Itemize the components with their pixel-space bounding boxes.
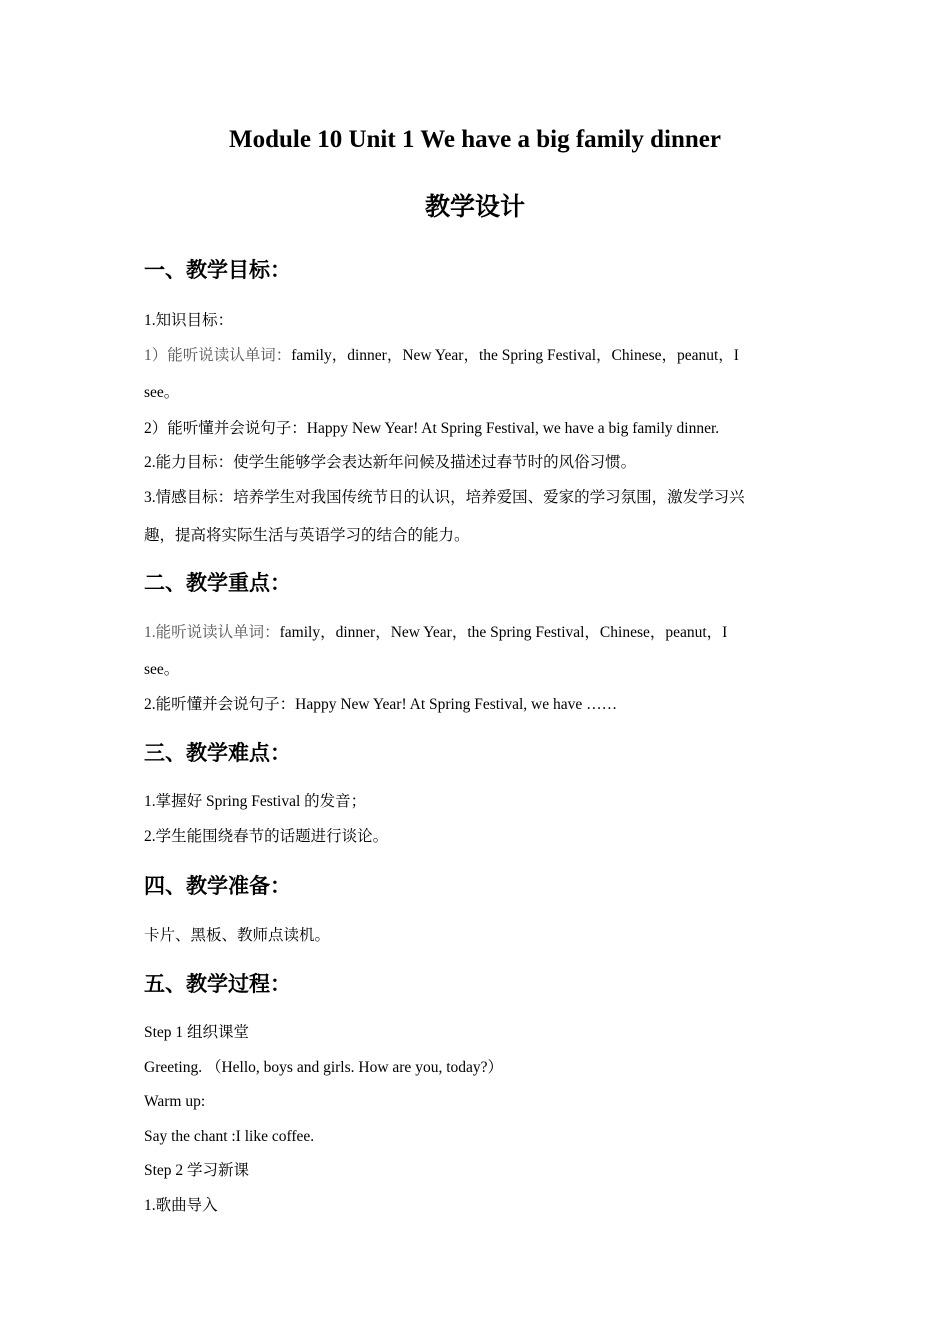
section-heading-preparation: 四、教学准备： [144, 874, 291, 898]
key-point-item-1 [144, 623, 799, 643]
knowledge-goal-item-1 [144, 346, 799, 366]
key-point-item-1-prefix: 1.能听说读认单词： [144, 624, 280, 641]
ability-goal: 2.能力目标：使学生能够学会表达新年问候及描述过春节时的风俗习惯。 [144, 454, 637, 471]
section-heading-goals: 一、教学目标： [144, 258, 291, 282]
knowledge-goal-item-1-continued: see。 [144, 384, 180, 401]
section-heading-difficulties: 三、教学难点： [144, 741, 291, 765]
process-warmup: Warm up: [144, 1093, 206, 1110]
section-heading-process: 五、教学过程： [144, 972, 291, 996]
knowledge-goal-label: 1.知识目标： [144, 312, 234, 329]
knowledge-goal-item-1-words: family，dinner，New Year，the Spring Festival，Chinese，peanut，I [291, 347, 739, 364]
knowledge-goal-item-2-prefix: 2）能听懂并会说句子： [144, 420, 307, 437]
knowledge-goal-item-2 [144, 419, 799, 439]
document-subtitle: 教学设计 [424, 194, 525, 221]
process-step-1: Step 1 组织课堂 [144, 1024, 250, 1041]
knowledge-goal-item-1-prefix: 1）能听说读认单词： [144, 347, 292, 364]
key-point-item-1-words: family，dinner，New Year，the Spring Festival，Chinese，peanut，I [279, 624, 728, 641]
process-chant: Say the chant :I like coffee. [144, 1128, 315, 1145]
emotion-goal-line-2: 趣，提高将实际生活与英语学习的结合的能力。 [144, 527, 470, 544]
preparation-text: 卡片、黑板、教师点读机。 [144, 927, 331, 944]
key-point-item-1-continued: see。 [144, 661, 180, 678]
process-greeting: Greeting. （Hello, boys and girls. How are you, today?） [144, 1059, 504, 1076]
key-point-item-2: 2.能听懂并会说句子：Happy New Year! At Spring Festival, we have …… [144, 696, 618, 713]
section-heading-key-points: 二、教学重点： [144, 571, 291, 595]
process-song-intro: 1.歌曲导入 [144, 1197, 218, 1214]
process-step-2: Step 2 学习新课 [144, 1162, 250, 1179]
document-title: Module 10 Unit 1 We have a big family dinner [229, 126, 721, 153]
emotion-goal-line-1: 3.情感目标：培养学生对我国传统节日的认识，培养爱国、爱家的学习氛围，激发学习兴 [144, 489, 745, 506]
difficulty-item-1: 1.掌握好 Spring Festival 的发音； [144, 793, 367, 810]
difficulty-item-2: 2.学生能围绕春节的话题进行谈论。 [144, 828, 389, 845]
knowledge-goal-item-2-text: Happy New Year! At Spring Festival, we have a big family dinner. [306, 420, 720, 437]
